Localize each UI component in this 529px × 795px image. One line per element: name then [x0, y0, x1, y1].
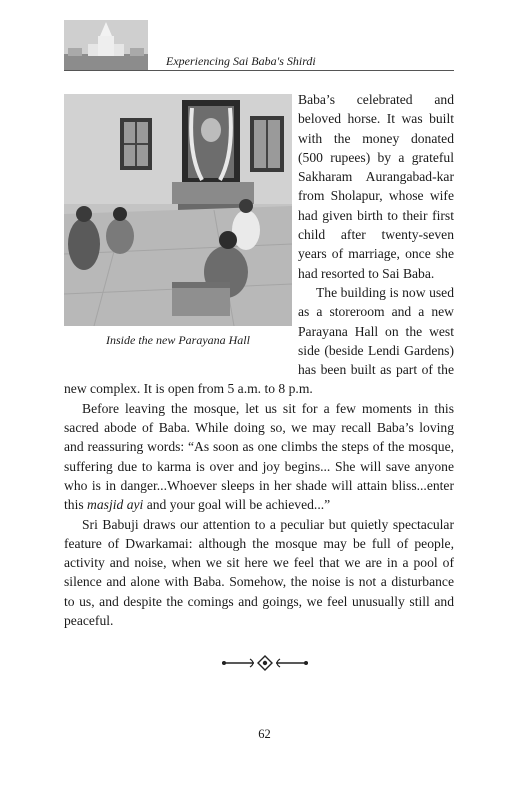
section-ornament: [220, 655, 310, 671]
italic-term: masjid ayi: [87, 497, 144, 513]
paragraph: The building is now used as a storeroom and a new Parayana Hall on the west side (beside Lendi Gardens) has been built as part of the new complex. It is open from 5 a.m. to 8 p.m.: [64, 284, 454, 397]
paragraph: [64, 399, 454, 515]
paragraph: Baba’s celebrated and beloved horse. It was built with the money donated (500 rupees) by a grateful Sakharam Aurangabad-kar from Sholapur, whose wife had given birth to their first child after twenty-seven years of marriage, once she had resorted to Sai Baba.: [298, 92, 454, 281]
figure-space: [64, 90, 298, 372]
photo-caption: Inside the new Parayana Hall: [106, 333, 250, 347]
running-title: Experiencing Sai Baba's Shirdi: [166, 54, 316, 68]
header-temple-image: [64, 20, 148, 70]
paragraph-text: Before leaving the mosque, let us sit for a few moments in this sacred abode of Baba. While doing so, we may recall Baba’s loving and reassuring words: “As soon as one climbs the steps of the mosque, suffering due to karma is over and joy begins... She will save anyone who is in danger...Whoever sleeps in her shade will attain bliss...enter this: [64, 400, 454, 513]
header-rule: [64, 70, 454, 71]
paragraph: Sri Babuji draws our attention to a peculiar but quietly spectacular feature of Dwarkamai: although the mosque may be full of people, activity and noise, when we sit here we feel that we are in a pool of silence and alone with Baba. Somehow, the noise is not a disturbance to us, and despite the comings and goings, we feel unusually still and peaceful.: [64, 516, 454, 629]
page-number: 62: [258, 727, 271, 741]
body-text: [64, 90, 454, 630]
paragraph-text: and your goal will be achieved...”: [143, 497, 331, 513]
